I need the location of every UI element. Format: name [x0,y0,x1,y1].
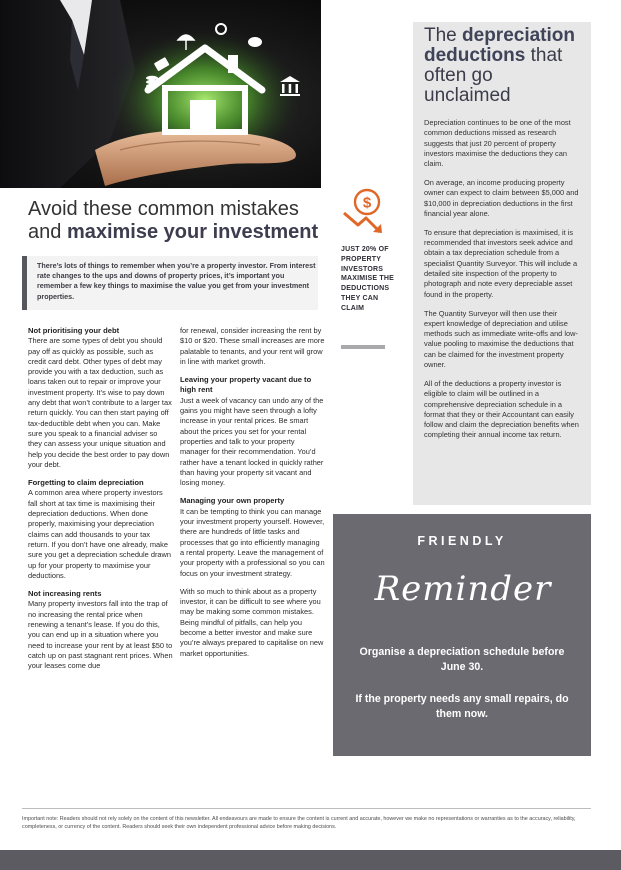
section-body: A common area where property investors fall short at tax time is maximising their depreciation deductions. When done properly, maximising your depreciation claims can add thousands to your tax return. If you don’t have one already, make sure you get a depreciation schedule drawn up for your property to maximise your deductions. [28,488,171,580]
hero-image [0,0,321,188]
reminder-script-heading [373,556,553,616]
section-heading: Leaving your property vacant due to high rent [180,375,312,395]
section-body: It can be tempting to think you can manage your investment property yourself. However, there are hundreds of little tasks and processes that go into efficiently managing a rental property. Leave the management of your property with a professional so you can focus on your investment strategy. [180,506,325,578]
reminder-script-word: Reminder [374,569,552,609]
article-column-left [28,326,173,680]
closing-paragraph: With so much to think about as a property investor, it can be difficult to see where you may be making some common mistakes. Being mindful of pitfalls, can help you become a better investor and make sure you’re always prepared to capitalise on new market opportunities. [180,586,324,658]
stat-divider [341,345,385,349]
sidebar-title [424,26,579,106]
section-heading: Managing your own property [180,496,285,506]
sidebar-title-light: The [424,25,457,46]
section-body: Many property investors fall into the trap of no increasing the rental price when renewing a tenant’s lease. If you do this, you can end up in a situation where you need to increase your rent by at least $50 to catch up on past stagnant rent prices. When your leases come due [28,599,173,671]
sidebar-paragraph: To ensure that depreciation is maximised, it is recommended that investors seek advice and obtain a tax depreciation schedule from a specialist Quantity Surveyor. This will include a detailed site inspection of the property to photograph and note every depreciable asset found in the property. [424,227,578,299]
reminder-tip: If the property needs any small repairs, do them now. [355,693,569,720]
headline-strong: maximise your investment [66,221,319,243]
sidebar-title-strong: depreciation deductions [424,25,576,66]
section-heading: Not increasing rents [28,589,102,599]
sidebar-paragraph: The Quantity Surveyor will then use their expert knowledge of depreciation and utilise methods such as immediate write-offs and low-value pooling to maximise the deductions that can be claimed for the investment property owner. [424,308,578,370]
friendly-reminder-box [333,514,591,756]
coins-icon [146,76,158,88]
svg-text:$: $ [362,194,372,212]
page-bottom-band [0,850,621,870]
intro-text: There’s lots of things to remember when you’re a property investor. From interest rate changes to the ups and downs of property prices, it’s important you remember a few key things to maximise the value you get from your investment properties. [37,261,316,301]
footer-divider [22,808,591,809]
section-heading: Forgetting to claim depreciation [28,478,144,488]
disclaimer-text: Important note: Readers should not rely solely on the content of this newsletter. All endeavours are made to ensure the content is current and accurate, however we make no representations or warranties as to the accuracy, reliability, completeness, or currency of the content. Readers should seek their own independent professional advice before making decisions. [22,816,576,830]
piggy-bank-icon [248,37,262,47]
section-heading: Not prioritising your debt [28,326,120,335]
dollar-down-trend-icon [340,187,390,237]
sidebar-paragraph: Depreciation continues to be one of the most common deductions missed as research suggests that just 20 percent of property investors maximise the deductions they can claim. [424,118,571,169]
section-body-continued: for renewal, consider increasing the rent by $10 or $20. These small increases are more palatable to tenants, and your rent will grow in line with market growth. [180,326,325,366]
sidebar-paragraph: On average, an income producing property owner can expect to claim between $5,000 and $10,000 in depreciation deductions in the first financial year alone. [424,178,579,218]
sidebar-paragraph: All of the deductions a property investor is eligible to claim will be outlined in a comprehensive depreciation schedule in a format that they or their Accountant can easily follow and claim the depreciation benefits when completing their annual income tax return. [424,378,579,440]
headline-light: Avoid these common mistakes and [28,198,299,243]
reminder-kicker: FRIENDLY [417,534,507,548]
article-headline [28,198,328,244]
depreciation-sidebar [413,22,591,505]
stat-callout-text: JUST 20% OF PROPERTY INVESTORS MAXIMISE THE DEDUCTIONS THEY CAN CLAIM [341,246,394,312]
reminder-tip: Organise a depreciation schedule before June 30. [359,646,565,673]
section-body: There are some types of debt you should pay off as quickly as possible, such as credit card debt. Other types of debt may provide you with a tax deduction, such as loans taken out to repair or improve your investment property. It’s wise to pay down any debt that won’t contribute to a larger tax return quickly. You can then start paying off tax-deductible debt when you can. Make sure you speak to a financial adviser so they can assess your unique situation and help you decide the best order to pay down your debt. [28,336,172,469]
section-body: Just a week of vacancy can undo any of the gains you might have seen through a lofty increase in your rental prices. Be smart about the prices you set for your rental properties and talk to your property manager for their recommendation. You’d rather have a tenant locked in quickly rather than having your property sit vacant and losing money. [180,395,324,488]
intro-callout [22,256,318,310]
sidebar-title-light-2: that often go unclaimed [424,45,563,106]
article-column-middle [180,326,325,667]
